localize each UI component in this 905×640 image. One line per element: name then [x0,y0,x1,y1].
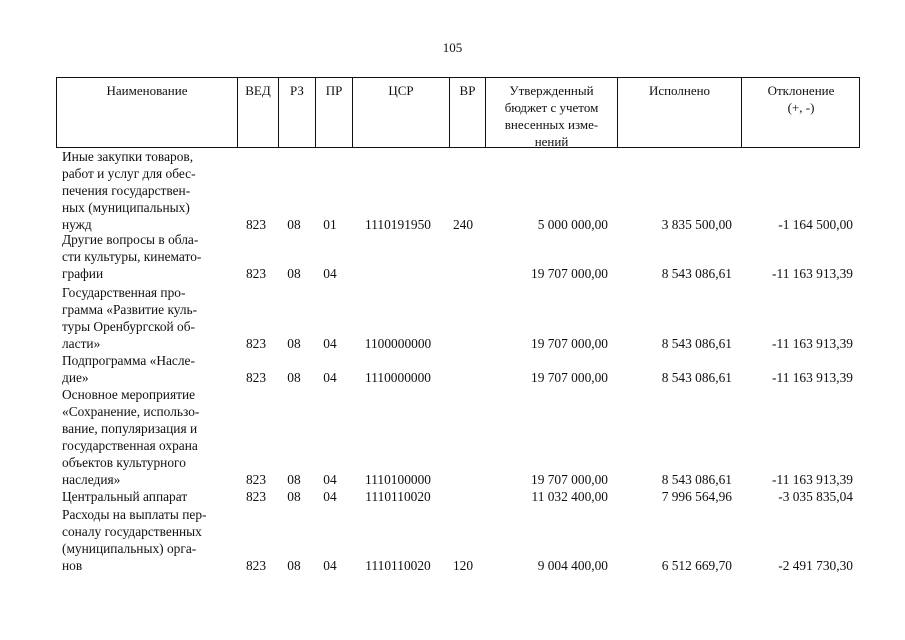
row-ved: 823 [245,558,267,573]
table-row [0,506,905,574]
row-executed: 6 512 669,70 [661,558,732,573]
table-row [0,386,905,488]
row-csr: 1110191950 [365,217,431,232]
row-pr: 04 [323,266,337,281]
table-header [56,77,860,148]
row-csr: 1110110020 [365,558,431,573]
row-rz: 08 [287,336,301,351]
header-budget: Утвержденный бюджет с учетом внесенных изме- нений [485,78,617,147]
row-budget: 19 707 000,00 [531,336,608,351]
row-deviation: -11 163 913,39 [772,266,853,281]
row-rz: 08 [287,266,301,281]
row-pr: 04 [323,558,337,573]
table-row [0,284,905,352]
row-budget: 5 000 000,00 [537,217,608,232]
header-executed: Исполнено [617,78,741,147]
table-row [0,231,905,282]
row-name: Иные закупки товаров, работ и услуг для обес- печения государствен- ных (муниципальных) нужд [62,149,196,232]
row-rz: 08 [287,217,301,232]
row-ved: 823 [245,370,267,385]
row-rz: 08 [287,489,301,504]
row-executed: 3 835 500,00 [661,217,732,232]
row-vr: 120 [452,558,474,573]
row-executed: 8 543 086,61 [661,370,732,385]
row-rz: 08 [287,472,301,487]
table-row [0,352,905,386]
row-deviation: -11 163 913,39 [772,370,853,385]
row-ved: 823 [245,489,267,504]
row-ved: 823 [245,336,267,351]
row-name: Другие вопросы в обла- сти культуры, кинемато- графии [62,232,202,281]
row-deviation: -11 163 913,39 [772,472,853,487]
header-pr: ПР [315,78,352,147]
row-ved: 823 [245,472,267,487]
row-budget: 11 032 400,00 [531,489,608,504]
row-executed: 8 543 086,61 [661,472,732,487]
row-name: Расходы на выплаты пер- соналу государственных (муниципальных) орга- нов [62,507,207,573]
row-deviation: -11 163 913,39 [772,336,853,351]
row-name: Центральный аппарат [62,489,188,504]
row-ved: 823 [245,266,267,281]
row-deviation: -3 035 835,04 [778,489,853,504]
row-pr: 04 [323,489,337,504]
row-csr: 1110000000 [365,370,431,385]
row-csr: 1110100000 [365,472,431,487]
row-csr: 1110110020 [365,489,431,504]
row-deviation: -1 164 500,00 [778,217,853,232]
row-budget: 9 004 400,00 [537,558,608,573]
table-row [0,488,905,505]
header-csr: ЦСР [352,78,449,147]
row-rz: 08 [287,558,301,573]
row-name: Подпрограмма «Насле- дие» [62,353,195,385]
row-csr: 1100000000 [364,336,432,351]
row-executed: 8 543 086,61 [661,266,732,281]
row-executed: 8 543 086,61 [661,336,732,351]
row-pr: 04 [323,472,337,487]
row-name: Государственная про- грамма «Развитие куль- туры Оренбургской об- ласти» [62,285,198,351]
header-ved: ВЕД [237,78,278,147]
header-deviation: Отклонение (+, -) [741,78,860,147]
row-pr: 01 [323,217,337,232]
row-budget: 19 707 000,00 [531,472,608,487]
table-row [0,148,905,233]
row-executed: 7 996 564,96 [661,489,732,504]
row-vr: 240 [452,217,474,232]
page-number: 105 [442,40,463,55]
row-ved: 823 [245,217,267,232]
row-budget: 19 707 000,00 [531,370,608,385]
row-name: Основное мероприятие «Сохранение, использо- вание, популяризация и государственная охрана объектов культурного наследия» [62,387,200,487]
header-rz: РЗ [278,78,315,147]
row-rz: 08 [287,370,301,385]
header-vr: ВР [449,78,485,147]
row-budget: 19 707 000,00 [531,266,608,281]
row-pr: 04 [323,336,337,351]
header-name: Наименование [106,83,188,98]
row-deviation: -2 491 730,30 [778,558,853,573]
row-pr: 04 [323,370,337,385]
